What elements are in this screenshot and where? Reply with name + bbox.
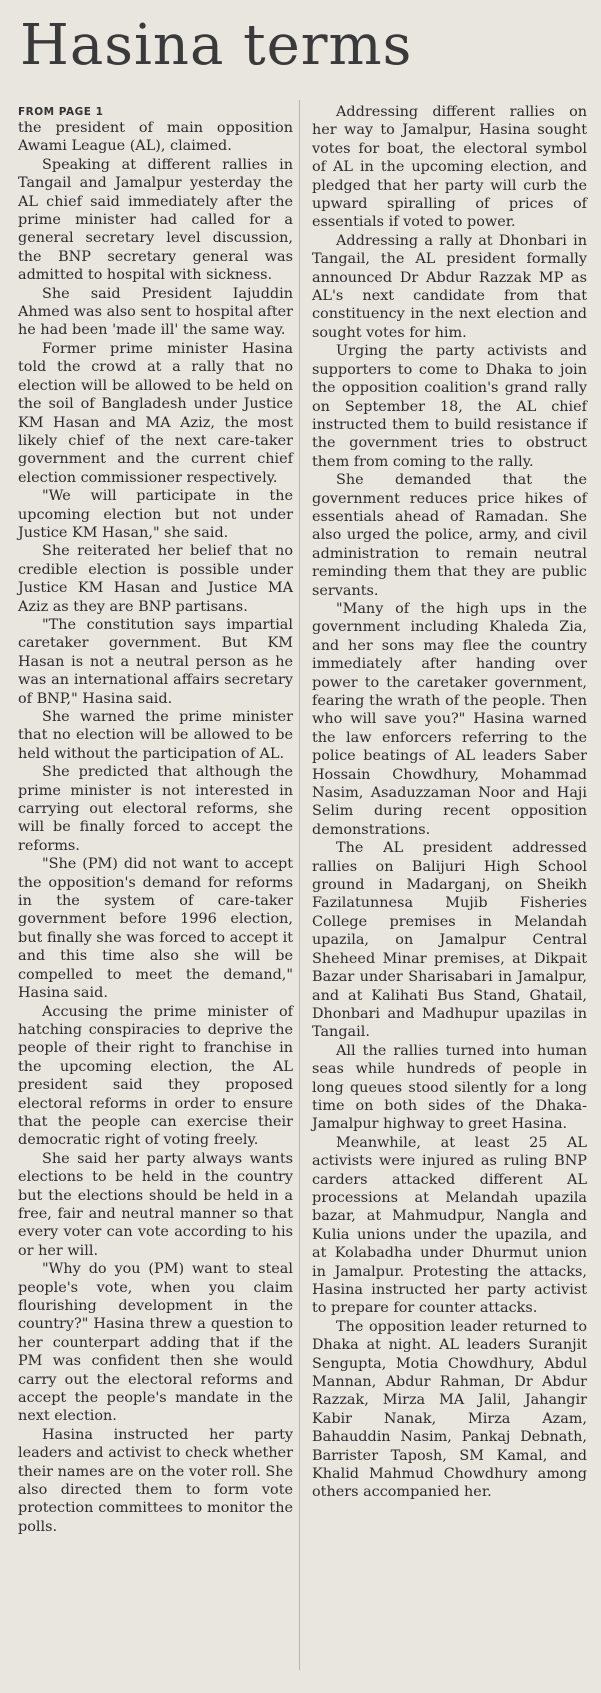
column-divider — [299, 100, 300, 1670]
paragraph: She predicted that although the prime minister is not interested in carrying out electoral reforms, she will be finally forced to accept the reforms. — [18, 764, 293, 854]
paragraph: Urging the party activists and supporters to come to Dhaka to join the opposition coalition's grand rally on September 18, the AL chief instructed them to build resistance if the government tries to obstruct them from coming to the rally. — [312, 343, 587, 470]
paragraph: "Many of the high ups in the government including Khaleda Zia, and her sons may flee the country immediately after handing over power to the caretaker government, fearing the wrath of the people. Then who will save you?" Hasina warned the law enforcers referring to the police beatings of AL leaders Saber Hossain Chowdhury, Mohammad Nasim, Asaduzzaman Noor and Haji Selim during recent opposition demonstrations. — [312, 600, 587, 838]
paragraph: Addressing a rally at Dhonbari in Tangail, the AL president formally announced Dr Abdur Razzak MP as AL's next candidate from that constituency in the next election and sought votes for him. — [312, 232, 587, 341]
paragraph: Meanwhile, at least 25 AL activists were injured as ruling BNP carders attacked different AL processions at Melandah upazila bazar, at Mahmudpur, Nangla and Kulia unions under the upazila, and at Kolabadha under Dhurmut union in Jamalpur. Protesting the attacks, Hasina instructed her party activist to prepare for counter attacks. — [312, 1134, 587, 1317]
paragraph: the president of main opposition Awami League (AL), claimed. — [18, 120, 293, 155]
paragraph: "She (PM) did not want to accept the opposition's demand for reforms in the system of care-taker government before 1996 election, but finally she was forced to accept it and this time also she will be compelled to meet the demand," Hasina said. — [18, 856, 293, 1002]
paragraph: "Why do you (PM) want to steal people's vote, when you claim flourishing development in the country?" Hasina threw a question to her counterpart adding that if the PM was confident then she would carry out the electoral reforms and accept the people's mandate in the next election. — [18, 1261, 293, 1425]
paragraph: The opposition leader returned to Dhaka at night. AL leaders Suranjit Sengupta, Motia Chowdhury, Abdul Mannan, Abdur Rahman, Dr Abdur Razzak, Mirza MA Jalil, Jahangir Kabir Nanak, Mirza Azam, Bahauddin Nasim, Pankaj Debnath, Barrister Taposh, SM Kamal, and Khalid Mahmud Chowdhury among others accompanied her. — [312, 1318, 587, 1501]
paragraph: She warned the prime minister that no election will be allowed to be held without the participation of AL. — [18, 709, 293, 762]
paragraph: She said her party always wants elections to be held in the country but the elections should be held in a free, fair and neutral manner so that every voter can vote according to his or her will. — [18, 1150, 293, 1259]
paragraph: Addressing different rallies on her way to Jamalpur, Hasina sought votes for boat, the electoral symbol of AL in the upcoming election, and pledged that her party will curb the upward spiralling of prices of essentials if voted to power. — [312, 104, 587, 231]
paragraph: She demanded that the government reduces price hikes of essentials ahead of Ramadan. She also urged the police, army, and civil administration to remain neutral reminding them that they are public servants. — [312, 472, 587, 599]
paragraph: Former prime minister Hasina told the crowd at a rally that no election will be allowed to be held on the soil of Bangladesh under Justice KM Hasan and MA Aziz, the most likely chief of the next care-taker government and the current chief election commissioner respectively. — [18, 340, 293, 486]
paragraph: The AL president addressed rallies on Balijuri High School ground in Madarganj, on Sheikh Fazilatunnesa Mujib Fisheries College premises in Melandah upazila, on Jamalpur Central Sheheed Minar premises, at Dikpait Bazar under Sharisabari in Jamalpur, and at Kalihati Bus Stand, Ghatail, Dhonbari and Madhupur upazilas in Tangail. — [312, 840, 587, 1041]
right-column — [312, 103, 587, 1502]
paragraph: Speaking at different rallies in Tangail and Jamalpur yesterday the AL chief said immediately after the prime minister had called for a general secretary level discussion, the BNP secretary general was admitted to hospital with sickness. — [18, 156, 293, 284]
left-column — [18, 105, 293, 1536]
paragraph: Hasina instructed her party leaders and activist to check whether their names are on the voter roll. She also directed them to form vote protection committees to monitor the polls. — [18, 1426, 293, 1535]
paragraph: "We will participate in the upcoming election but not under Justice KM Hasan," she said. — [18, 488, 293, 541]
headline: Hasina terms — [20, 13, 413, 78]
paragraph: "The constitution says impartial caretaker government. But KM Hasan is not a neutral person as he was an international affairs secretary of BNP," Hasina said. — [18, 616, 293, 707]
paragraph: All the rallies turned into human seas while hundreds of people in long queues stood silently for a long time on both sides of the Dhaka-Jamalpur highway to greet Hasina. — [312, 1042, 587, 1133]
paragraph: She said President Iajuddin Ahmed was also sent to hospital after he had been 'made ill' the same way. — [18, 285, 293, 339]
paragraph: Accusing the prime minister of hatching conspiracies to deprive the people of their right to franchise in the upcoming election, the AL president said they proposed electoral reforms in order to ensure that the people can exercise their democratic right of voting freely. — [18, 1003, 293, 1149]
kicker: FROM PAGE 1 — [18, 106, 104, 118]
paragraph: She reiterated her belief that no credible election is possible under Justice KM Hasan and Justice MA Aziz as they are BNP partisans. — [18, 543, 293, 615]
